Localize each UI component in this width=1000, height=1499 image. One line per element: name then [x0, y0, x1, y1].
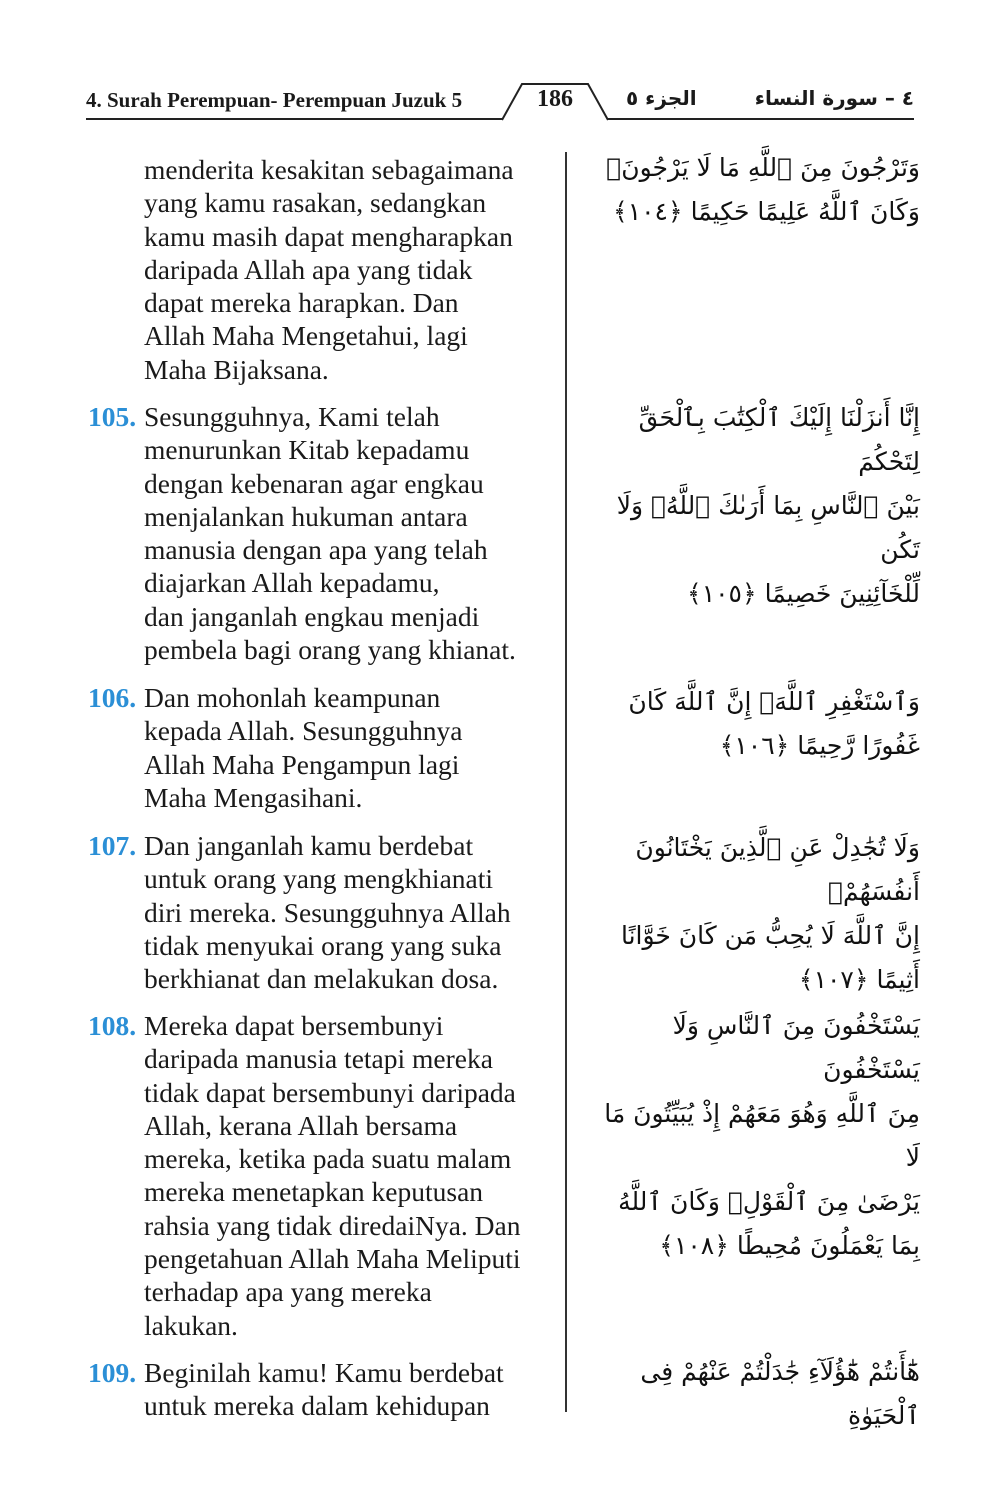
arabic-verse: إِنَّا أَنزَلْنَا إِلَيْكَ ٱلْكِتَٰبَ بِٱلْحَقِّ لِتَحْكُمَ بَيْنَ ٱلنَّاسِ بِمَا أَرَىٰكَ ٱللَّهُۚ وَلَا تَكُن لِّلْخَآئِنِينَ خَصِيمًا ﴿١٠٥﴾	[616, 403, 920, 608]
header-rule-right	[608, 118, 914, 120]
header-surah-title: 4. Surah Perempuan- Perempuan Juzuk 5	[86, 88, 463, 112]
translation-block	[88, 1356, 558, 1423]
translation-block	[88, 1009, 558, 1342]
verse-translation: menderita kesakitan sebagaimana yang kamu rasakan, sedangkan kamu masih dapat mengharapkan daripada Allah apa yang tidak dapat mereka harapkan. Dan Allah Maha Mengetahui, lagi Maha Bijaksana.	[144, 154, 514, 385]
translation-block	[88, 153, 558, 386]
arabic-verse: وَتَرْجُونَ مِنَ ٱللَّهِ مَا لَا يَرْجُونَۗ وَكَانَ ٱللَّهُ عَلِيمًا حَكِيمًا ﴿١٠٤﴾	[606, 153, 920, 226]
arabic-verse: يَسْتَخْفُونَ مِنَ ٱلنَّاسِ وَلَا يَسْتَخْفُونَ مِنَ ٱللَّهِ وَهُوَ مَعَهُمْ إِذْ يُبَيِّتُونَ مَا لَا يَرْضَىٰ مِنَ ٱلْقَوْلِۚ وَكَانَ ٱللَّهُ بِمَا يَعْمَلُونَ مُحِيطًا ﴿١٠٨﴾	[604, 1011, 920, 1260]
translation-block	[88, 681, 558, 814]
verse-number: 106.	[88, 682, 137, 713]
verse-number: 109.	[88, 1357, 137, 1388]
arabic-verse: هَٰٓأَنتُمْ هَٰٓؤُلَآءِ جَٰدَلْتُمْ عَنْهُمْ فِى ٱلْحَيَوٰةِ	[640, 1357, 920, 1430]
arabic-verse: وَلَا تُجَٰدِلْ عَنِ ٱلَّذِينَ يَخْتَانُونَ أَنفُسَهُمْۚ إِنَّ ٱللَّهَ لَا يُحِبُّ مَن كَانَ خَوَّانًا أَثِيمًا ﴿١٠٧﴾	[620, 833, 920, 994]
arabic-verse: وَٱسْتَغْفِرِ ٱللَّهَۖ إِنَّ ٱللَّهَ كَانَ غَفُورًا رَّحِيمًا ﴿١٠٦﴾	[628, 687, 920, 760]
verse-translation: Dan janganlah kamu berdebat untuk orang yang mengkhianati diri mereka. Sesungguhnya Allah tidak menyukai orang yang suka berkhianat dan melakukan dosa.	[144, 830, 511, 995]
verse-translation: Sesungguhnya, Kami telah menurunkan Kitab kepadamu dengan kebenaran agar engkau menjalankan hukuman antara manusia dengan apa yang telah diajarkan Allah kepadamu, dan janganlah engkau menjadi pembela bagi orang yang khianat.	[144, 401, 516, 666]
header-juz-arabic: الجزء ٥	[626, 86, 697, 110]
verse-number: 108.	[88, 1010, 137, 1041]
header-surah-arabic: ٤ – سورة النساء	[754, 86, 914, 110]
column-divider	[565, 152, 567, 1412]
verse-number: 107.	[88, 830, 137, 861]
verse-translation: Mereka dapat bersembunyi daripada manusia tetapi mereka tidak dapat bersembunyi daripada Allah, kerana Allah bersama mereka, ketika pada suatu malam mereka menetapkan keputusan rahsia yang tidak diredaiNya. Dan pengetahuan Allah Maha Meliputi terhadap apa yang mereka lakukan.	[144, 1010, 521, 1341]
page-number-tab	[500, 80, 610, 122]
page-number: 186	[537, 86, 573, 112]
translation-block	[88, 829, 558, 995]
page-header	[86, 80, 914, 120]
verse-translation: Beginilah kamu! Kamu berdebat untuk mereka dalam kehidupan	[144, 1357, 504, 1422]
translation-block	[88, 400, 558, 666]
verse-number: 105.	[88, 401, 137, 432]
verse-translation: Dan mohonlah keampunan kepada Allah. Sesungguhnya Allah Maha Pengampun lagi Maha Mengasihani.	[144, 682, 463, 813]
header-rule-left	[86, 118, 502, 120]
